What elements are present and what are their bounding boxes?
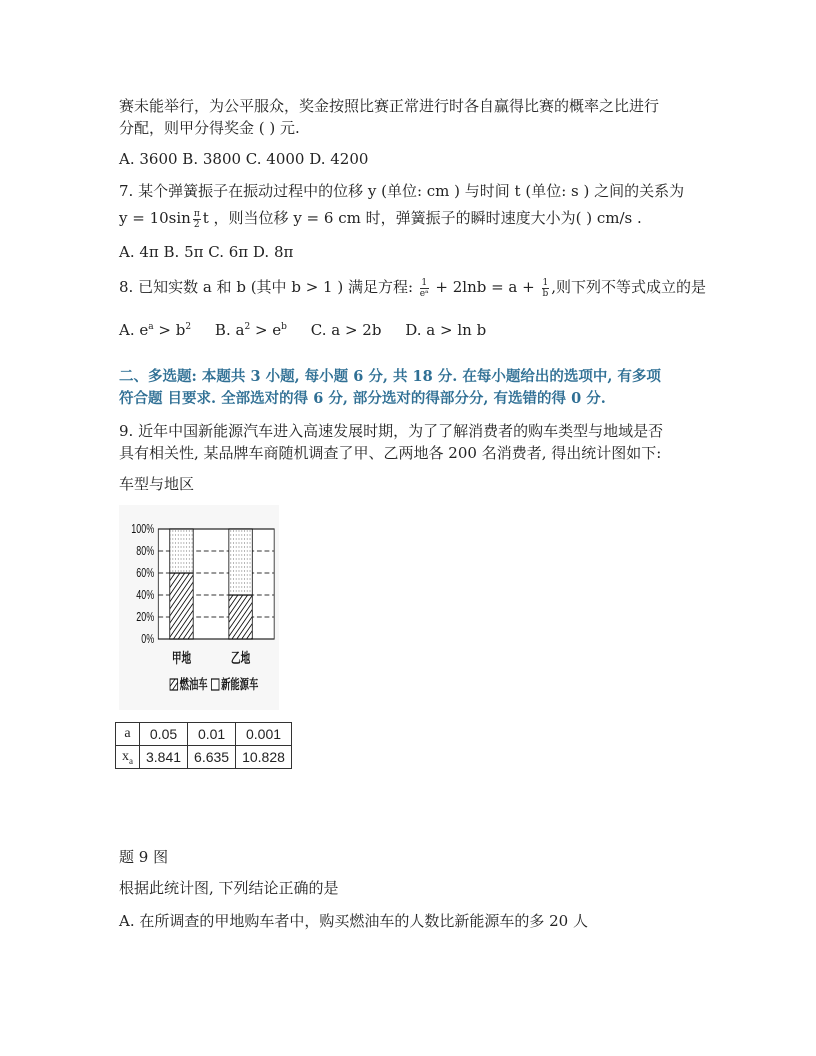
table-head-x: x — [122, 748, 129, 764]
bar-ev — [229, 529, 252, 595]
table-cell: 0.01 — [188, 723, 236, 746]
q8-pre: 8. 已知实数 a 和 b (其中 b > 1 ) 满足方程: — [119, 278, 414, 296]
q8-fraction-1 — [420, 278, 429, 299]
stacked-bar-chart — [119, 505, 279, 710]
table-row — [116, 723, 292, 746]
q6-options: A. 3600 B. 3800 C. 4000 D. 4200 — [119, 150, 369, 168]
q8-f1-den: eᵃ — [419, 288, 429, 299]
table-cell: 10.828 — [236, 746, 292, 769]
q6-line2: 分配，则甲分得奖金 ( ) 元. — [119, 119, 300, 137]
legend-label: 新能源车 — [221, 678, 259, 693]
q7-frac-num: π — [193, 208, 200, 219]
y-tick-label: 0% — [141, 632, 155, 647]
category-label: 甲地 — [171, 650, 192, 667]
legend-swatch — [211, 679, 219, 690]
q8-stem — [119, 276, 706, 299]
y-tick-label: 40% — [136, 588, 155, 603]
q8-f2-den: b — [542, 288, 549, 299]
table-cell: a — [116, 723, 140, 746]
q7-options: A. 4π B. 5π C. 6π D. 8π — [119, 243, 294, 261]
q9-figure-label: 题 9 图 — [119, 848, 169, 866]
table-cell — [116, 746, 140, 769]
bar-ev — [170, 529, 193, 573]
bar-fuel — [229, 595, 252, 639]
table-cell: 0.05 — [140, 723, 188, 746]
q9-line1: 9. 近年中国新能源汽车进入高速发展时期，为了了解消费者的购车类型与地域是否 — [119, 422, 664, 440]
q8-option-b — [215, 321, 287, 339]
q8-opt-a-rel: > b — [153, 321, 186, 339]
table-cell: 6.635 — [188, 746, 236, 769]
q8-opt-b-rel: > e — [250, 321, 282, 339]
q9-line2: 具有相关性, 某品牌车商随机调查了甲、乙两地各 200 名消费者, 得出统计图如下: — [119, 444, 662, 462]
legend-label: 燃油车 — [179, 678, 208, 693]
q9-chart-caption: 车型与地区 — [119, 475, 195, 493]
q8-opt-a-base: A. e — [119, 321, 149, 339]
q6-line1: 赛未能举行，为公平服众，奖金按照比赛正常进行时各自赢得比赛的概率之比进行 — [119, 97, 660, 115]
q9-option-a: A. 在所调查的甲地购车者中，购买燃油车的人数比新能源车的多 20 人 — [119, 912, 588, 930]
bar-fuel — [170, 573, 193, 639]
q8-fraction-2 — [542, 278, 550, 299]
section2-line2: 符合题 目要求. 全部选对的得 6 分, 部分选对的得部分分, 有选错的得 0 分. — [119, 390, 606, 407]
q7-line2 — [119, 207, 642, 230]
q8-opt-b-sup2: b — [281, 322, 287, 332]
q7-fraction — [193, 209, 201, 230]
q9-after: 根据此统计图, 下列结论正确的是 — [119, 879, 339, 897]
q8-option-a — [119, 321, 191, 339]
q8-f2-num: 1 — [542, 277, 549, 288]
table-cell: 3.841 — [140, 746, 188, 769]
q7-formula-post: t ，则当位移 y = 6 cm 时，弹簧振子的瞬时速度大小为( ) cm/s . — [202, 209, 642, 227]
table-head-sub: a — [129, 755, 133, 766]
chart-svg — [119, 505, 279, 710]
category-label: 乙地 — [230, 650, 251, 667]
q7-line1: 7. 某个弹簧振子在振动过程中的位移 y (单位: cm ) 与时间 t (单位: s ) 之间的关系为 — [119, 182, 685, 200]
table-cell: 0.001 — [236, 723, 292, 746]
y-tick-label: 100% — [131, 522, 155, 537]
legend-swatch — [170, 679, 178, 690]
y-tick-label: 60% — [136, 566, 155, 581]
q8-options — [119, 316, 486, 341]
y-tick-label: 20% — [136, 610, 155, 625]
critical-value-table — [115, 722, 292, 769]
q8-mid: + 2lnb = a + — [435, 278, 535, 296]
q8-f1-num: 1 — [421, 277, 428, 288]
q8-opt-b-sup: 2 — [244, 322, 251, 332]
q8-option-d: D. a > ln b — [405, 321, 487, 339]
q8-opt-a-sup: a — [148, 322, 154, 332]
q7-formula-pre: y = 10sin — [119, 209, 191, 227]
q8-opt-a-sup2: 2 — [185, 322, 192, 332]
q8-opt-b-base: B. a — [214, 321, 245, 339]
section2-line1: 二、多选题: 本题共 3 小题, 每小题 6 分, 共 18 分. 在每小题给出的选项中, 有多项 — [119, 368, 661, 385]
q8-post: ,则下列不等式成立的是 — [551, 278, 707, 296]
q8-option-c: C. a > 2b — [310, 321, 382, 339]
y-tick-label: 80% — [136, 544, 155, 559]
q7-frac-den: 2 — [193, 219, 200, 230]
table-row — [116, 746, 292, 769]
